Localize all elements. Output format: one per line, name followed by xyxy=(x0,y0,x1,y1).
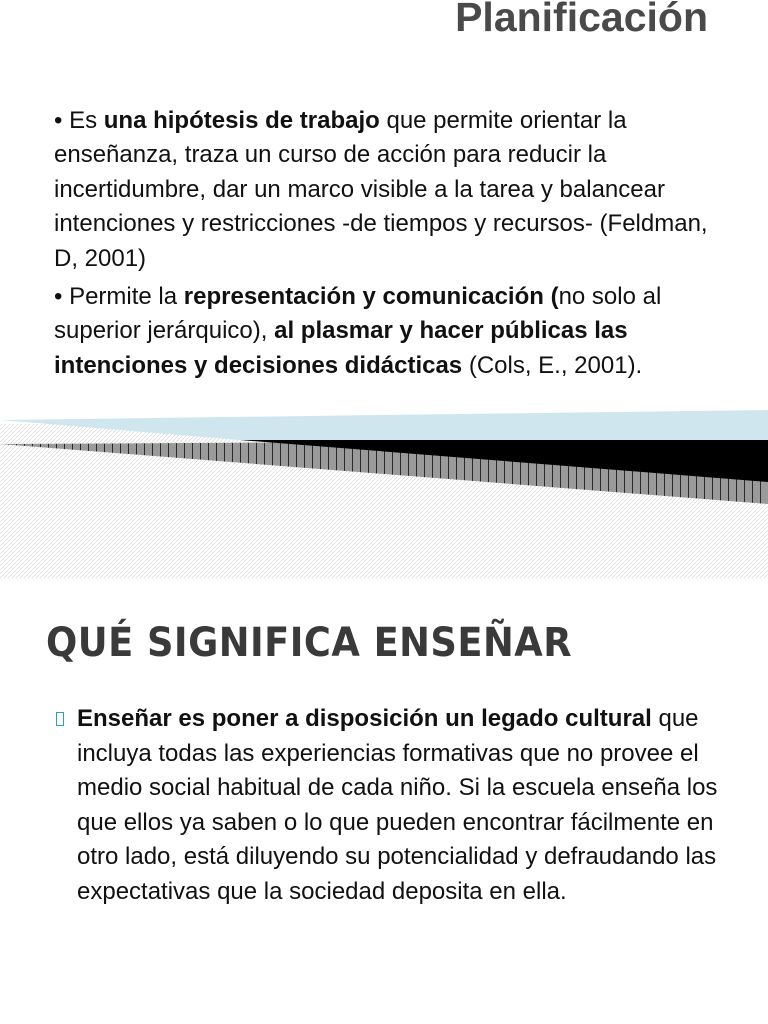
text-run: • Permite la xyxy=(54,283,184,311)
bullet-item xyxy=(56,702,726,909)
bold-text: una hipótesis de trabajo xyxy=(103,107,380,134)
text-run: no solo al superior jerárquico), xyxy=(54,283,662,345)
slide-body xyxy=(54,104,734,387)
square-bullet-icon xyxy=(56,712,64,726)
bullet-text xyxy=(77,702,726,909)
text-run: que incluya todas las experiencias formativas que no provee el medio social habitual de cada niño. Si la escuela enseña los que ellos ya saben o lo que pueden encontrar fácilmente en otro lado, está diluyendo su potencialidad y defraudando las expectativas que la sociedad deposita en ella. xyxy=(77,705,718,905)
text-run: (Cols, E., 2001). xyxy=(462,351,643,379)
slide-que-significa-ensenar xyxy=(0,578,768,1024)
bold-text: Enseñar es poner a disposición un legado cultural xyxy=(77,705,652,732)
decorative-band xyxy=(0,410,768,578)
paragraph-1 xyxy=(54,104,734,276)
slide-title: Planificación xyxy=(455,0,708,40)
text-run: que permite orientar la enseñanza, traza un curso de acción para reducir la incertidumbre, dar un marco visible a la tarea y balancear intenciones y restricciones -de tiempos y recursos- (Feldman, D, 2001) xyxy=(54,107,708,272)
bold-text: representación y comunicación ( xyxy=(183,283,559,311)
bold-text: al plasmar y hacer públicas las intenciones y decisiones didácticas xyxy=(54,317,628,379)
text-run: • Es xyxy=(54,107,104,134)
slide-title: QUÉ SIGNIFICA ENSEÑAR xyxy=(46,620,572,666)
paragraph-2 xyxy=(54,280,734,383)
